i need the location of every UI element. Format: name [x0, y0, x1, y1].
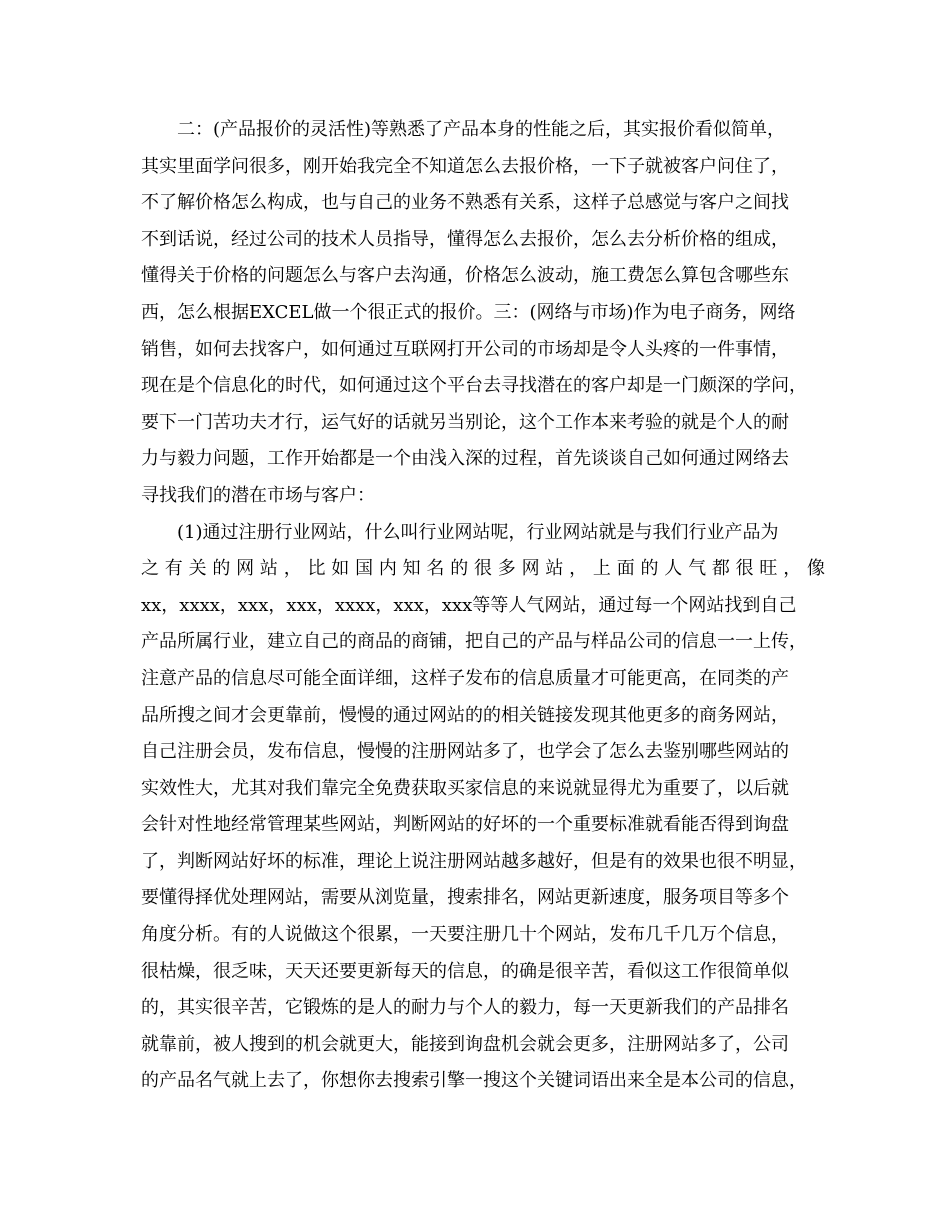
text-line: 二：(产品报价的灵活性)等熟悉了产品本身的性能之后，其实报价看似简单，: [177, 119, 786, 140]
document-body: [141, 112, 825, 1100]
text-line: 力与毅力问题，工作开始都是一个由浅入深的过程，首先谈谈自己如何通过网络去: [141, 448, 789, 470]
text-line: 了，判断网站好坏的标准，理论上说注册网站越多越好，但是有的效果也很不明显，: [141, 850, 807, 872]
text-line: 的产品名气就上去了，你想你去搜索引擎一搜这个关键词语出来全是本公司的信息，: [141, 1070, 807, 1092]
text-line: xx，xxxx，xxx，xxx，xxxx，xxx，xxx等等人气网站，通过每一个网站找到自己: [141, 594, 797, 616]
text-line: 不了解价格怎么构成，也与自己的业务不熟悉有关系，这样子总感觉与客户之间找: [141, 192, 789, 214]
text-line: 之有关的网站，比如国内知名的很多网站，上面的人气都很旺，像: [141, 558, 825, 580]
text-line: 要懂得择优处理网站，需要从浏览量，搜索排名，网站更新速度，服务项目等多个: [141, 887, 789, 909]
text-line: 现在是个信息化的时代，如何通过这个平台去寻找潜在的客户却是一门颇深的学问，: [141, 375, 807, 397]
text-line: 产品所属行业，建立自己的商品的商铺，把自己的产品与样品公司的信息一一上传，: [141, 631, 807, 653]
text-line: 自己注册会员，发布信息，慢慢的注册网站多了，也学会了怎么去鉴别哪些网站的: [141, 741, 789, 763]
text-line: 要下一门苦功夫才行，运气好的话就另当别论，这个工作本来考验的就是个人的耐: [141, 411, 789, 433]
text-line: 的，其实很辛苦，它锻炼的是人的耐力与个人的毅力，每一天更新我们的产品排名: [141, 997, 789, 1019]
text-line: 其实里面学问很多，刚开始我完全不知道怎么去报价格，一下子就被客户问住了，: [141, 155, 789, 177]
text-line: 注意产品的信息尽可能全面详细，这样子发布的信息质量才可能更高，在同类的产: [141, 667, 789, 689]
text-line: 不到话说，经过公司的技术人员指导，懂得怎么去报价，怎么去分析价格的组成，: [141, 228, 789, 250]
text-line: 就靠前，被人搜到的机会就更大，能接到询盘机会就会更多，注册网站多了，公司: [141, 1033, 789, 1055]
text-line: 西，怎么根据EXCEL做一个很正式的报价。三：(网络与市场)作为电子商务，网络: [141, 301, 796, 323]
text-line: 品所搜之间才会更靠前，慢慢的通过网站的的相关链接发现其他更多的商务网站，: [141, 704, 789, 726]
text-line: 懂得关于价格的问题怎么与客户去沟通，价格怎么波动，施工费怎么算包含哪些东: [141, 265, 789, 287]
text-line: 会针对性地经常管理某些网站，判断网站的好坏的一个重要标准就看能否得到询盘: [141, 814, 789, 836]
text-line: 角度分析。有的人说做这个很累，一天要注册几十个网站，发布几千几万个信息，: [141, 924, 789, 946]
text-line: 很枯燥，很乏味，天天还要更新每天的信息，的确是很辛苦，看似这工作很简单似: [141, 960, 789, 982]
text-line: 销售，如何去找客户，如何通过互联网打开公司的市场却是令人头疼的一件事情，: [141, 338, 789, 360]
text-line: (1)通过注册行业网站，什么叫行业网站呢，行业网站就是与我们行业产品为: [177, 521, 779, 543]
text-line: 实效性大，尤其对我们靠完全免费获取买家信息的来说就显得尤为重要了，以后就: [141, 777, 789, 799]
text-line: 寻找我们的潜在市场与客户：: [141, 484, 375, 506]
